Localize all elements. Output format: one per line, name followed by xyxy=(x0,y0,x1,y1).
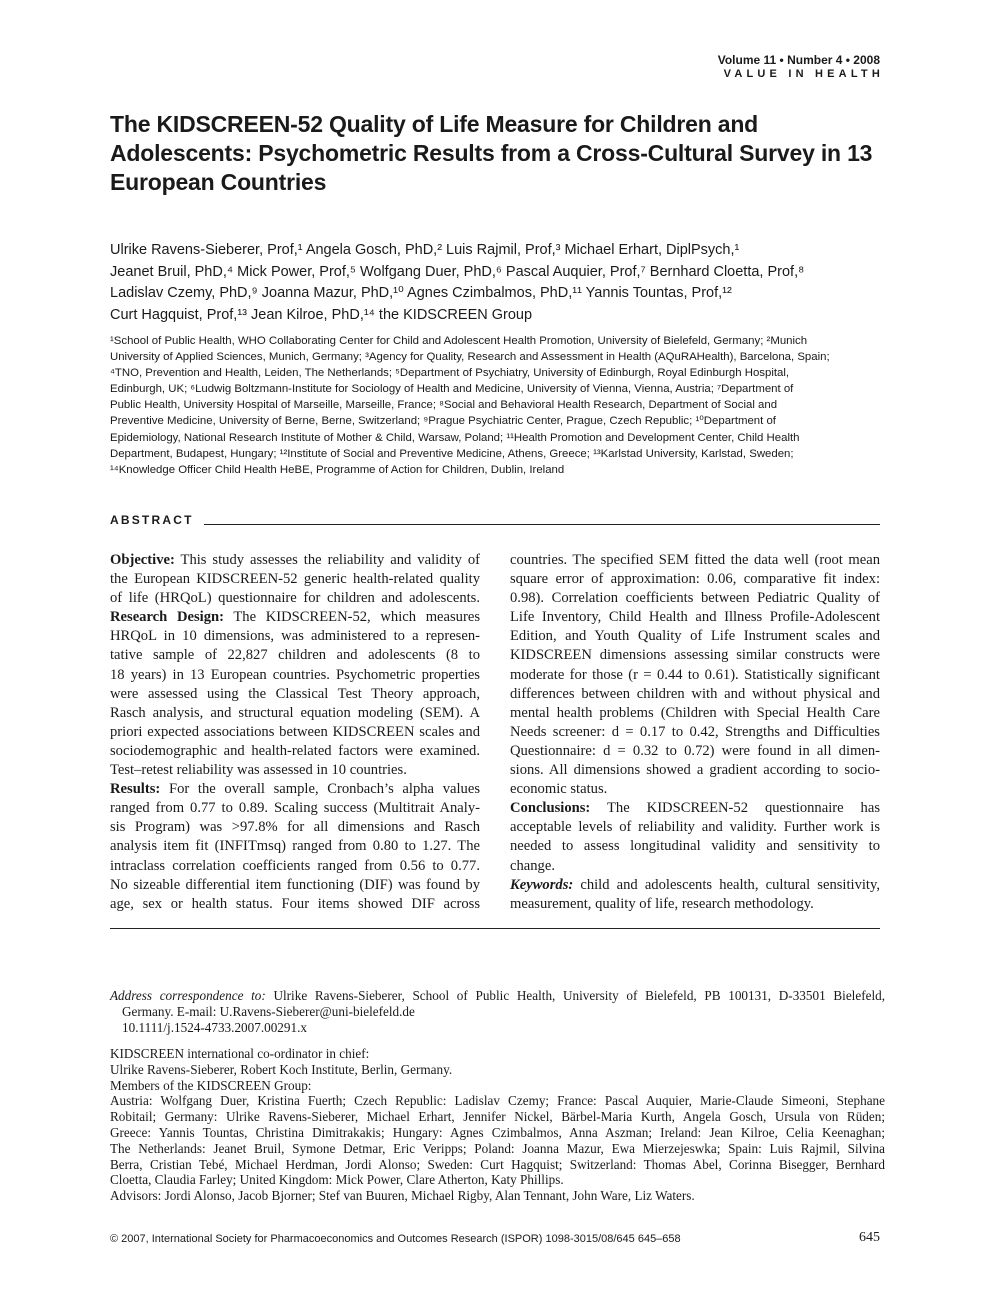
line-text: economic status. xyxy=(510,781,608,798)
line-text: countries. The specified SEM fitted the data well (root mean xyxy=(510,552,880,568)
affiliation-line: Edinburgh, UK; ⁶Ludwig Boltzmann-Institute for Sociology of Health and Medicine, University of Vienna, Vienna, Austria; ⁷Department of xyxy=(110,383,794,396)
affiliation-line: Department, Budapest, Hungary; ¹²Institute of Social and Preventive Medicine, Athens, Greece; ¹³Karlstad University, Karlstad, Sweden; xyxy=(110,447,794,460)
line-text: Advisors: Jordi Alonso, Jacob Bjorner; Stef van Buuren, Michael Rigby, Alan Tennant, John Ware, Liz Waters. xyxy=(110,1188,695,1204)
correspondence-line xyxy=(110,1004,885,1020)
abstract-line xyxy=(510,570,880,589)
line-text: This study assesses the reliability and validity of xyxy=(174,552,480,568)
line-text: No sizeable differential item functioning (DIF) was found by xyxy=(110,876,480,893)
line-text: KIDSCREEN international co-ordinator in chief: xyxy=(110,1046,370,1061)
members-line xyxy=(110,1109,885,1125)
line-text: square error of approximation: 0.06, comparative fit index: xyxy=(510,571,880,588)
paper-title: The KIDSCREEN-52 Quality of Life Measure for Children and Adolescents: Psychometric Results from a Cross-Cultural Survey in 13 European Countries xyxy=(110,111,873,195)
abstract-line xyxy=(110,857,480,876)
members-line xyxy=(110,1157,885,1173)
affiliation-line: ⁴TNO, Prevention and Health, Leiden, The Netherlands; ⁵Department of Psychiatry, University of Edinburgh, Royal Edinburgh Hospital, xyxy=(110,367,790,380)
abstract-line xyxy=(510,551,880,570)
affiliation-line: ¹⁴Knowledge Officer Child Health HeBE, Programme of Action for Children, Dublin, Ireland xyxy=(110,463,565,476)
abstract-line xyxy=(510,761,880,780)
members-line xyxy=(110,1125,885,1141)
abstract-line xyxy=(510,876,880,895)
line-text: sions. All dimensions showed a gradient according to socio- xyxy=(510,762,880,779)
line-text: Life Inventory, Child Health and Illness Profile-Adolescent xyxy=(510,609,880,626)
line-text: sis Program) was >97.8% for all dimensions and Rasch xyxy=(110,819,480,836)
abstract-bottom-divider xyxy=(110,928,880,929)
abstract-line xyxy=(110,818,480,837)
abstract-line xyxy=(510,818,880,837)
abstract-right-column xyxy=(510,551,880,914)
author-line: Curt Hagquist, Prof,¹³ Jean Kilroe, PhD,¹⁴ the KIDSCREEN Group xyxy=(110,306,533,323)
abstract-line xyxy=(110,895,480,914)
section-label: Results: xyxy=(110,781,161,798)
abstract-line xyxy=(510,666,880,685)
abstract-line xyxy=(110,704,480,723)
abstract-line xyxy=(510,589,880,608)
line-text: sociodemographic and health-related factors were examined. xyxy=(110,742,480,759)
correspondence-line xyxy=(110,988,885,1004)
affiliation-list xyxy=(110,333,885,478)
members-line xyxy=(110,1141,885,1157)
line-text: moderate for those (r = 0.44 to 0.61). Statistically significant xyxy=(510,666,880,683)
abstract-line xyxy=(510,723,880,742)
page-number: 645 xyxy=(859,1230,880,1245)
abstract-line xyxy=(110,551,480,570)
abstract-line xyxy=(510,837,880,856)
abstract-heading-row xyxy=(110,511,880,529)
affiliation-line: Public Health, University Hospital of Marseille, Marseille, France; ⁸Social and Behavioral Health Research, Department of Social and xyxy=(110,399,778,412)
line-text: analysis item fit (INFITmsq) ranged from 0.80 to 1.27. The xyxy=(110,838,480,855)
members-line xyxy=(110,1062,885,1078)
line-text: were assessed using the Classical Test Theory approach, xyxy=(110,685,480,702)
line-text: Ulrike Ravens-Sieberer, School of Public Health, University of Bielefeld, PB 100131, D-33501 Bielefeld, xyxy=(265,988,885,1003)
author-line: Ulrike Ravens-Sieberer, Prof,¹ Angela Gosch, PhD,² Luis Rajmil, Prof,³ Michael Erhart, DiplPsych,¹ xyxy=(110,242,740,258)
abstract-line xyxy=(510,704,880,723)
section-label: Keywords: xyxy=(510,876,574,893)
line-text: For the overall sample, Cronbach’s alpha values xyxy=(160,781,480,798)
line-text: change. xyxy=(510,857,555,874)
correspondence-note xyxy=(110,988,885,1035)
footer-copyright: © 2007, International Society for Pharmacoeconomics and Outcomes Research (ISPOR) 1098-3015/08/645 645–658 xyxy=(110,1233,681,1245)
author-list xyxy=(110,240,890,326)
line-text: The Netherlands: Jeanet Bruil, Symone Detmar, Eric Veripps; Poland: Joanna Mazur, Ewa Mierzejeswka; Spain: Luis Rajmil, Silvina xyxy=(110,1140,885,1156)
journal-header xyxy=(717,52,884,80)
line-text: Members of the KIDSCREEN Group: xyxy=(110,1077,312,1093)
journal-name: VALUE IN HEALTH xyxy=(723,68,884,80)
section-label: Objective: xyxy=(110,552,175,568)
abstract-line xyxy=(510,685,880,704)
affiliation-line: University of Applied Sciences, Munich, Germany; ³Agency for Quality, Research and Assessment in Health (AQuRAHealth), Barcelona, Spain; xyxy=(110,351,830,364)
line-text: tative sample of 22,827 children and adolescents (8 to xyxy=(110,647,480,664)
line-text: KIDSCREEN dimensions assessing similar constructs were xyxy=(510,647,880,664)
section-label: Research Design: xyxy=(110,609,224,626)
affiliation-line: ¹School of Public Health, WHO Collaborating Center for Child and Adolescent Health Promotion, University of Bielefeld, Germany; ²Munich xyxy=(110,335,808,347)
abstract-line xyxy=(110,761,480,780)
line-text: mental health problems (Children with Special Health Care xyxy=(510,704,880,721)
line-text: Berra, Cristian Tebé, Michael Herdman, Jordi Alonso; Sweden: Curt Hagquist; Switzerland: Thomas Abel, Corinna Bisegger, Bernhard xyxy=(110,1156,885,1172)
section-label: Address correspondence to: xyxy=(110,988,266,1003)
line-text: Questionnaire: d = 0.32 to 0.72) were found in all dimen- xyxy=(510,742,880,759)
author-line: Jeanet Bruil, PhD,⁴ Mick Power, Prof,⁵ Wolfgang Duer, PhD,⁶ Pascal Auquier, Prof,⁷ Bernhard Cloetta, Prof,⁸ xyxy=(110,263,805,280)
journal-issue: Volume 11 • Number 4 • 2008 xyxy=(717,53,880,67)
line-text: 0.98). Correlation coefficients between Pediatric Quality of xyxy=(510,590,880,607)
abstract-line xyxy=(110,646,480,665)
line-text: Rasch analysis, and structural equation modeling (SEM). A xyxy=(110,704,480,721)
section-label: Conclusions: xyxy=(510,800,591,817)
line-text: age, sex or health status. Four items showed DIF across xyxy=(110,895,480,912)
affiliation-line: Epidemiology, National Research Institute of Mother & Child, Warsaw, Poland; ¹¹Health Promotion and Development Center, Child Health xyxy=(110,431,800,444)
author-line: Ladislav Czemy, PhD,⁹ Joanna Mazur, PhD,¹⁰ Agnes Czimbalmos, PhD,¹¹ Yannis Tountas, Prof,¹² xyxy=(110,285,732,301)
abstract-divider xyxy=(204,524,880,525)
page-footer xyxy=(110,1229,880,1247)
abstract-line xyxy=(510,742,880,761)
line-text: Austria: Wolfgang Duer, Kristina Fuerth; Czech Republic: Ladislav Czemy; France: Pascal Auquier, Marie-Claude Simeoni, Stephane xyxy=(110,1093,885,1109)
line-text: child and adolescents health, cultural sensitivity, xyxy=(573,876,880,893)
members-line xyxy=(110,1078,885,1094)
abstract-line xyxy=(510,627,880,646)
line-text: 18 years) in 13 European countries. Psychometric properties xyxy=(110,666,480,683)
abstract-line xyxy=(110,685,480,704)
line-text: ranged from 0.77 to 0.89. Scaling success (Multitrait Analy- xyxy=(110,800,480,817)
line-text: measurement, quality of life, research methodology. xyxy=(510,895,814,912)
abstract-line xyxy=(510,780,880,799)
line-text: differences between children with and without physical and xyxy=(510,685,880,702)
abstract-line xyxy=(110,723,480,742)
members-line xyxy=(110,1093,885,1109)
abstract-line xyxy=(110,627,480,646)
affiliation-line: Preventive Medicine, University of Berne, Berne, Switzerland; ⁹Prague Psychiatric Center, Prague, Czech Republic; ¹⁰Department of xyxy=(110,415,776,428)
abstract-line xyxy=(110,780,480,799)
line-text: Cloetta, Claudia Farley; United Kingdom: Mick Power, Clare Atherton, Katy Phillips. xyxy=(110,1172,564,1188)
abstract-line xyxy=(110,837,480,856)
line-text: HRQoL in 10 dimensions, was administered to a represen- xyxy=(110,628,480,645)
members-line xyxy=(110,1046,885,1062)
line-text: Robitail; Germany: Ulrike Ravens-Sieberer, Michael Erhart, Jennifer Nickel, Bärbel-Maria Kurth, Angela Gosch, Ursula von Rüden; xyxy=(110,1109,885,1125)
line-text: The KIDSCREEN-52, which measures xyxy=(223,609,480,626)
abstract-line xyxy=(110,799,480,818)
abstract-line xyxy=(110,742,480,761)
abstract-line xyxy=(510,646,880,665)
line-text: intraclass correlation coefficients ranged from 0.56 to 0.77. xyxy=(110,857,480,874)
line-text: Ulrike Ravens-Sieberer, Robert Koch Institute, Berlin, Germany. xyxy=(110,1061,453,1077)
abstract-line xyxy=(110,589,480,608)
abstract-line xyxy=(510,895,880,914)
line-text: needed to assess longitudinal validity and sensitivity to xyxy=(510,838,880,855)
abstract-line xyxy=(110,608,480,627)
correspondence-line xyxy=(110,1020,885,1036)
abstract-line xyxy=(110,666,480,685)
abstract-line xyxy=(510,799,880,818)
line-text: Germany. E-mail: U.Ravens-Sieberer@uni-bielefeld.de xyxy=(122,1003,415,1019)
members-line xyxy=(110,1188,885,1204)
line-text: Needs screener: d = 0.17 to 0.42, Strengths and Difficulties xyxy=(510,723,880,740)
abstract-line xyxy=(510,857,880,876)
abstract-heading: ABSTRACT xyxy=(110,511,200,529)
line-text: of life (HRQoL) questionnaire for children and adolescents. xyxy=(110,590,480,607)
line-text: 10.1111/j.1524-4733.2007.00291.x xyxy=(122,1019,307,1035)
line-text: acceptable levels of reliability and validity. Further work is xyxy=(510,819,880,836)
line-text: the European KIDSCREEN-52 generic health-related quality xyxy=(110,571,480,588)
kidscreen-members-note xyxy=(110,1046,885,1204)
line-text: Edition, and Youth Quality of Life Instrument scales and xyxy=(510,628,880,645)
line-text: Test–retest reliability was assessed in 10 countries. xyxy=(110,762,407,779)
line-text: Greece: Yannis Tountas, Christina Dimitrakakis; Hungary: Agnes Czimbalmos, Anna Aszman; Ireland: Jean Kilroe, Celia Keenaghan; xyxy=(110,1124,885,1140)
abstract-line xyxy=(110,876,480,895)
line-text: The KIDSCREEN-52 questionnaire has xyxy=(590,800,880,817)
abstract-left-column xyxy=(110,551,480,914)
abstract-line xyxy=(510,608,880,627)
line-text: priori expected associations between KIDSCREEN scales and xyxy=(110,723,480,740)
abstract-line xyxy=(110,570,480,589)
members-line xyxy=(110,1172,885,1188)
